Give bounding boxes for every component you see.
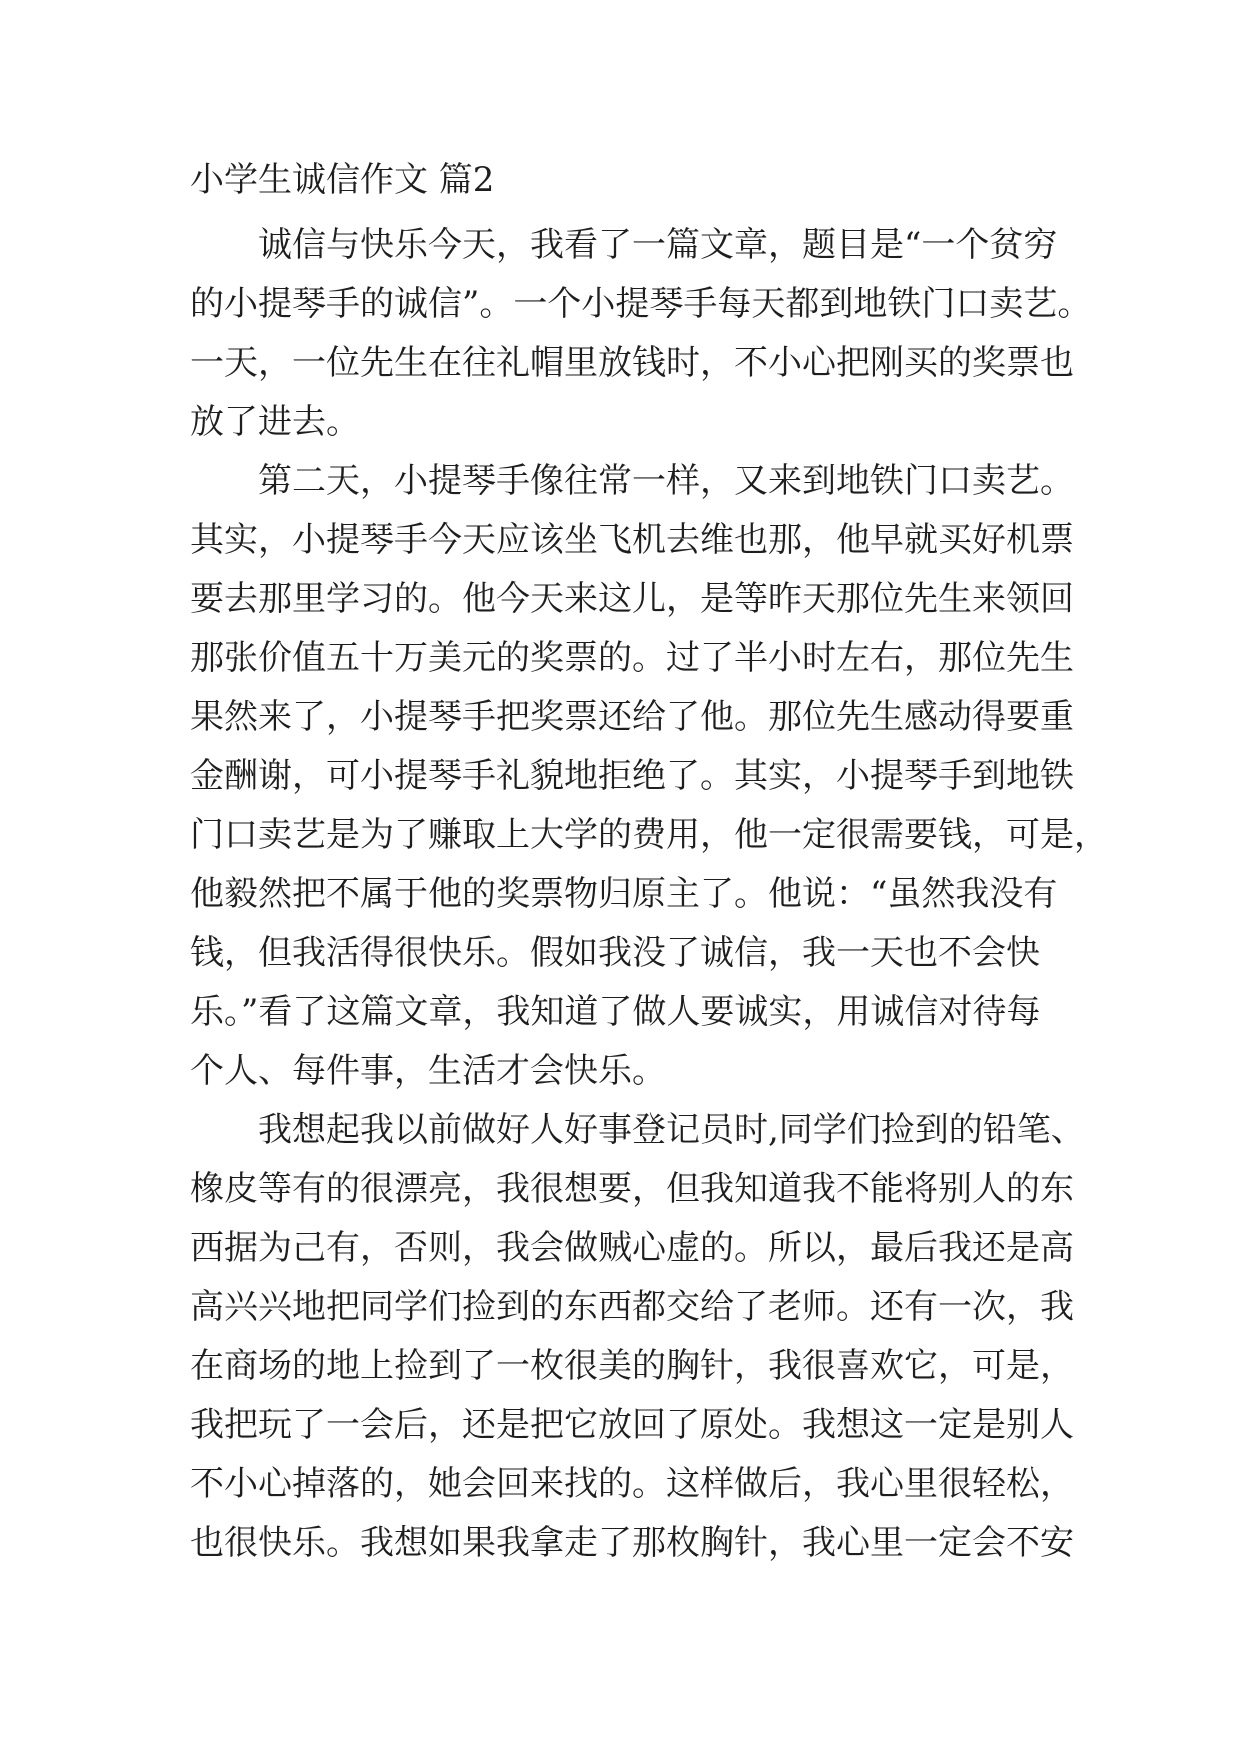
paragraph-1-line-4: 放了进去。 <box>190 402 360 442</box>
document-title: 小学生诚信作文 篇2 <box>190 160 495 200</box>
paragraph-1-line-1: 诚信与快乐今天，我看了一篇文章，题目是“一个贫穷 <box>258 225 1058 265</box>
paragraph-2-line-8: 他毅然把不属于他的奖票物归原主了。他说：“虽然我没有 <box>190 874 1058 914</box>
paragraph-3-line-2: 橡皮等有的很漂亮，我很想要，但我知道我不能将别人的东 <box>190 1169 1074 1209</box>
paragraph-2-line-9: 钱，但我活得很快乐。假如我没了诚信，我一天也不会快 <box>190 933 1040 973</box>
paragraph-3-line-8: 也很快乐。我想如果我拿走了那枚胸针，我心里一定会不安 <box>190 1523 1074 1563</box>
paragraph-3-line-7: 不小心掉落的，她会回来找的。这样做后，我心里很轻松， <box>190 1464 1074 1504</box>
paragraph-2-line-4: 那张价值五十万美元的奖票的。过了半小时左右，那位先生 <box>190 638 1074 678</box>
paragraph-2-line-5: 果然来了，小提琴手把奖票还给了他。那位先生感动得要重 <box>190 697 1074 737</box>
paragraph-2-line-7: 门口卖艺是为了赚取上大学的费用，他一定很需要钱，可是， <box>190 815 1108 855</box>
paragraph-3-line-1: 我想起我以前做好人好事登记员时,同学们捡到的铅笔、 <box>258 1110 1085 1150</box>
paragraph-3-line-4: 高兴兴地把同学们捡到的东西都交给了老师。还有一次，我 <box>190 1287 1074 1327</box>
paragraph-2-line-10: 乐。”看了这篇文章，我知道了做人要诚实，用诚信对待每 <box>190 992 1041 1032</box>
paragraph-1-line-3: 一天，一位先生在往礼帽里放钱时，不小心把刚买的奖票也 <box>190 343 1074 383</box>
paragraph-2-line-6: 金酬谢，可小提琴手礼貌地拒绝了。其实，小提琴手到地铁 <box>190 756 1074 796</box>
paragraph-3-line-5: 在商场的地上捡到了一枚很美的胸针，我很喜欢它，可是， <box>190 1346 1074 1386</box>
paragraph-2-line-2: 其实，小提琴手今天应该坐飞机去维也那，他早就买好机票 <box>190 520 1074 560</box>
paragraph-2-line-11: 个人、每件事，生活才会快乐。 <box>190 1051 666 1091</box>
paragraph-3-line-3: 西据为己有，否则，我会做贼心虚的。所以，最后我还是高 <box>190 1228 1074 1268</box>
paragraph-1-line-2: 的小提琴手的诚信”。一个小提琴手每天都到地铁门口卖艺。 <box>190 284 1092 324</box>
paragraph-2-line-1: 第二天，小提琴手像往常一样，又来到地铁门口卖艺。 <box>258 461 1074 501</box>
paragraph-3-line-6: 我把玩了一会后，还是把它放回了原处。我想这一定是别人 <box>190 1405 1074 1445</box>
paragraph-2-line-3: 要去那里学习的。他今天来这儿，是等昨天那位先生来领回 <box>190 579 1074 619</box>
